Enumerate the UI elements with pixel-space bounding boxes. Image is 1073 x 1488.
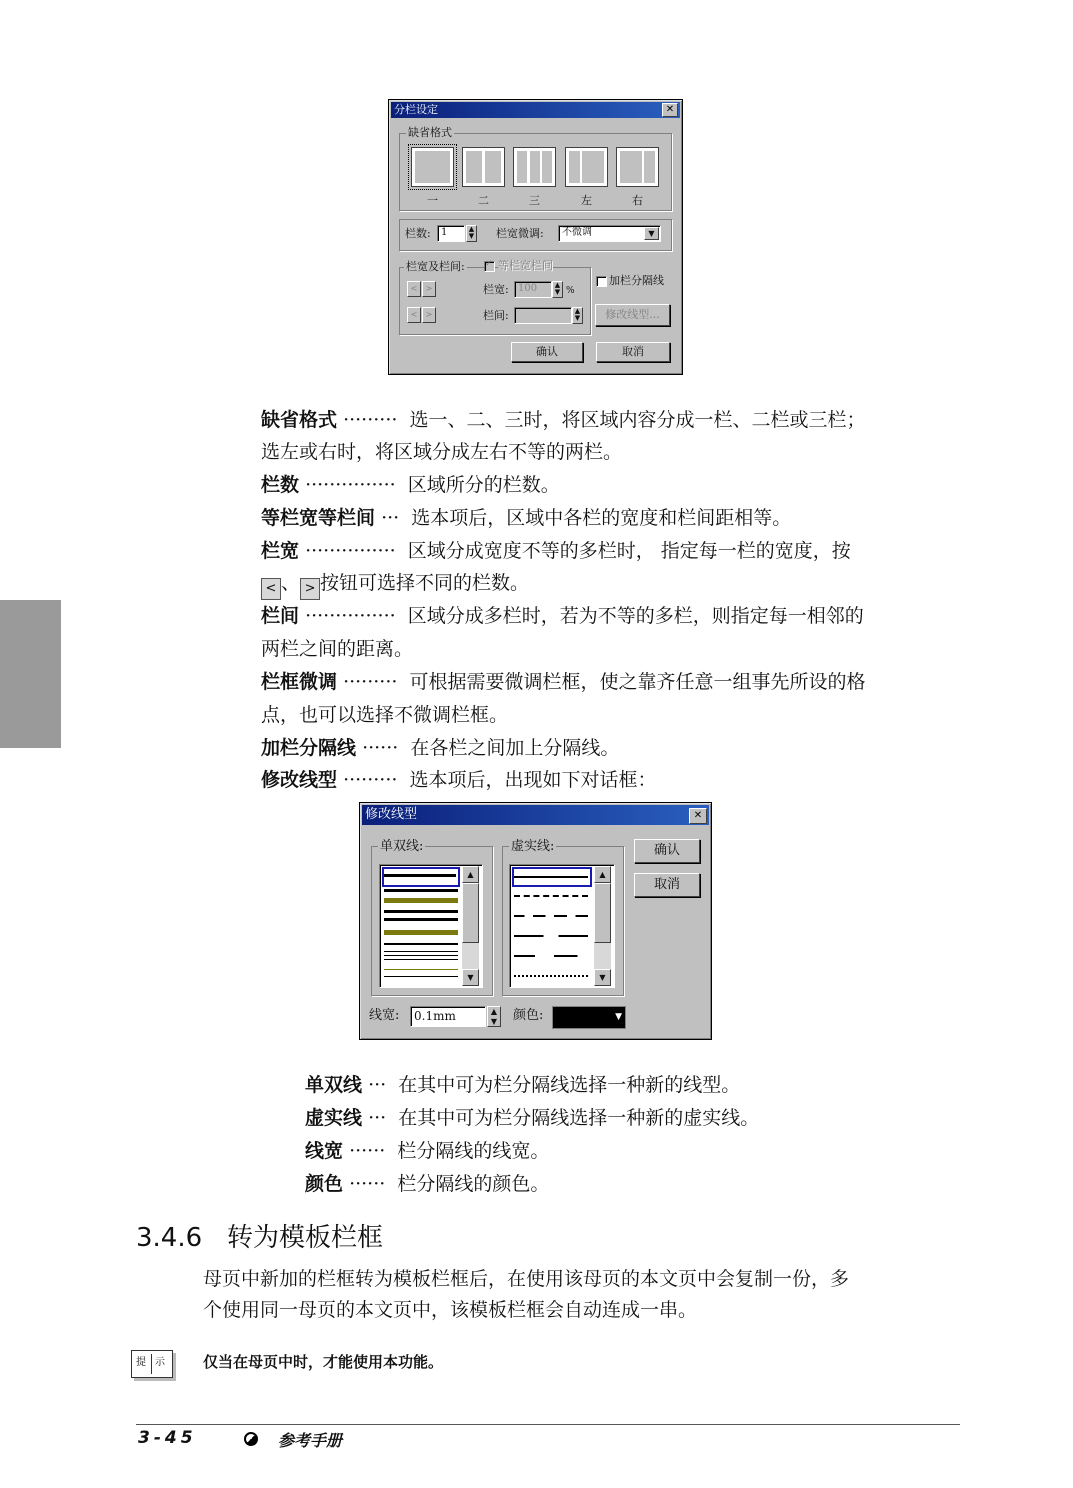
- desc2-row-color: 颜色 ······ 栏分隔线的颜色。: [305, 1173, 550, 1195]
- ok-button[interactable]: 确认: [634, 839, 700, 863]
- color-swatch-dropdown[interactable]: [552, 1006, 626, 1029]
- line-style-option[interactable]: [384, 874, 456, 877]
- chevron-left-icon[interactable]: <: [407, 307, 421, 323]
- preset-label-one: 一: [427, 194, 438, 207]
- section-heading: [136, 1222, 383, 1254]
- column-width-unit: %: [566, 286, 575, 296]
- footer-title: 参考手册: [278, 1431, 343, 1450]
- desc-row-equal: 等栏宽等栏间 ··· 选本项后，区域中各栏的宽度和栏间距相等。: [261, 507, 792, 529]
- line-style-option[interactable]: [384, 910, 458, 913]
- preset-label-two: 二: [478, 194, 489, 207]
- section-paragraph-line1: 母页中新加的栏框转为模板栏框后，在使用该母页的本文页中会复制一份，多: [203, 1268, 850, 1290]
- desc2-row-line-width: 线宽 ······ 栏分隔线的线宽。: [305, 1140, 550, 1162]
- chevron-up-icon[interactable]: ▲: [462, 866, 479, 883]
- chevron-right-icon[interactable]: >: [422, 281, 436, 297]
- dash-solid-label: 虚实线:: [511, 839, 555, 854]
- dialog-title: 分栏设定: [394, 103, 438, 116]
- dialog-titlebar: [391, 102, 680, 118]
- chevron-down-icon[interactable]: ▼: [462, 969, 479, 986]
- dash-style-option[interactable]: [514, 895, 588, 897]
- section-title: 转为模板栏框: [226, 1223, 383, 1253]
- columns-label: 栏数:: [405, 227, 431, 240]
- scrollbar[interactable]: [594, 866, 611, 986]
- columns-input[interactable]: 1: [437, 225, 465, 242]
- chevron-left-icon[interactable]: <: [407, 281, 421, 297]
- line-width-spinner[interactable]: ▲ ▼: [487, 1006, 501, 1027]
- desc-row-width-cont: < 、 > 按钮可选择不同的栏数。: [261, 571, 529, 600]
- columns-spinner[interactable]: ▲ ▼: [466, 225, 477, 242]
- preset-one-column[interactable]: [411, 147, 454, 187]
- cancel-button[interactable]: 取消: [596, 342, 670, 362]
- chevron-left-icon: <: [261, 578, 281, 600]
- desc-row-width: 栏宽 ··············· 区域分成宽度不等的多栏时， 指定每一栏的宽度，按: [261, 540, 851, 562]
- tip-book-icon: 提 示: [131, 1350, 173, 1378]
- dialog-title: 修改线型: [365, 807, 418, 822]
- desc-row-fine-tune-cont: 点，也可以选择不微调栏框。: [261, 704, 509, 726]
- column-gap-label: 栏间:: [483, 309, 509, 322]
- equal-width-checkbox[interactable]: [484, 261, 495, 272]
- dash-style-option[interactable]: [514, 876, 588, 878]
- ok-button[interactable]: 确认: [511, 342, 583, 362]
- line-style-option[interactable]: [384, 898, 458, 903]
- line-width-label: 线宽:: [369, 1008, 400, 1023]
- line-style-option[interactable]: [384, 959, 458, 960]
- line-style-option[interactable]: [384, 918, 458, 921]
- dash-style-option[interactable]: [514, 975, 588, 977]
- scrollbar[interactable]: [462, 866, 479, 986]
- desc2-row-dash-solid: 虚实线 ··· 在其中可为栏分隔线选择一种新的虚实线。: [305, 1107, 760, 1129]
- line-style-option[interactable]: [384, 951, 458, 952]
- desc-row-default-format-cont: 选左或右时，将区域分成左右不等的两栏。: [261, 441, 623, 463]
- line-style-option[interactable]: [384, 889, 458, 892]
- preset-three-columns[interactable]: [513, 147, 556, 187]
- chevron-right-icon: >: [300, 578, 320, 600]
- chevron-down-icon[interactable]: ▼: [644, 227, 659, 240]
- desc-row-divider: 加栏分隔线 ······ 在各栏之间加上分隔线。: [261, 737, 620, 759]
- equal-width-label: 等栏宽栏间: [498, 259, 553, 272]
- preset-left[interactable]: [565, 147, 608, 187]
- scrollbar-thumb[interactable]: [462, 883, 479, 943]
- footer-rule: [136, 1424, 960, 1425]
- width-gap-label: 栏宽及栏间:: [406, 260, 465, 273]
- chevron-down-icon[interactable]: ▼: [594, 969, 611, 986]
- chapter-side-tab: [0, 600, 61, 748]
- fine-tune-label: 栏宽微调:: [496, 227, 544, 240]
- desc-row-modify: 修改线型 ········· 选本项后，出现如下对话框：: [261, 769, 657, 791]
- close-icon[interactable]: ✕: [662, 103, 678, 117]
- line-style-option[interactable]: [384, 976, 458, 977]
- column-width-input[interactable]: 100: [514, 281, 552, 298]
- cancel-button[interactable]: 取消: [634, 873, 700, 897]
- close-icon[interactable]: ✕: [689, 808, 707, 824]
- desc-row-columns: 栏数 ··············· 区域所分的栏数。: [261, 474, 560, 496]
- modify-line-style-button[interactable]: 修改线型...: [595, 304, 670, 326]
- single-double-label: 单双线:: [380, 839, 424, 854]
- dash-style-option[interactable]: [514, 955, 588, 957]
- chevron-down-icon: ▼: [615, 1012, 622, 1022]
- line-style-option[interactable]: [384, 943, 458, 945]
- chevron-up-icon[interactable]: ▲: [594, 866, 611, 883]
- preset-right[interactable]: [616, 147, 659, 187]
- divider-line-label: 加栏分隔线: [609, 274, 664, 287]
- column-gap-spinner[interactable]: ▲ ▼: [572, 307, 583, 324]
- half-circle-icon: [244, 1432, 258, 1446]
- line-style-option[interactable]: [384, 955, 458, 956]
- desc-row-gap: 栏间 ··············· 区域分成多栏时，若为不等的多栏，则指定每一相邻的: [261, 605, 864, 627]
- chevron-right-icon[interactable]: >: [422, 307, 436, 323]
- column-width-label: 栏宽:: [483, 283, 509, 296]
- section-number: 3.4.6: [136, 1223, 203, 1253]
- preset-label-left: 左: [581, 194, 592, 207]
- single-double-listbox[interactable]: [379, 864, 483, 988]
- line-style-option[interactable]: [384, 969, 458, 970]
- dash-style-option[interactable]: [514, 935, 588, 937]
- line-width-input[interactable]: 0.1mm: [410, 1006, 486, 1027]
- dash-solid-listbox[interactable]: [509, 864, 615, 988]
- default-format-label: 缺省格式: [408, 126, 452, 139]
- preset-two-columns[interactable]: [462, 147, 505, 187]
- tip-text: 仅当在母页中时，才能使用本功能。: [203, 1353, 444, 1371]
- preset-label-right: 右: [632, 194, 643, 207]
- fine-tune-select[interactable]: 不微调: [558, 225, 661, 242]
- desc-row-default-format: 缺省格式 ········· 选一、二、三时，将区域内容分成一栏、二栏或三栏；: [261, 409, 866, 431]
- column-width-spinner[interactable]: ▲ ▼: [552, 281, 563, 298]
- desc-row-gap-cont: 两栏之间的距离。: [261, 638, 414, 660]
- desc-row-fine-tune: 栏框微调 ········· 可根据需要微调栏框，使之靠齐任意一组事先所设的格: [261, 671, 866, 693]
- dash-style-option[interactable]: [514, 915, 588, 917]
- color-label: 颜色:: [513, 1008, 544, 1023]
- section-paragraph-line2: 个使用同一母页的本文页中，该模板栏框会自动连成一串。: [203, 1299, 698, 1321]
- footer-page-number: 3-45: [138, 1428, 197, 1448]
- column-gap-input[interactable]: [514, 307, 572, 324]
- preset-label-three: 三: [529, 194, 540, 207]
- scrollbar-thumb[interactable]: [594, 883, 611, 943]
- divider-line-checkbox[interactable]: [596, 276, 607, 287]
- dialog-titlebar: [362, 805, 709, 825]
- line-style-option[interactable]: [384, 930, 458, 935]
- desc2-row-single-double: 单双线 ··· 在其中可为栏分隔线选择一种新的线型。: [305, 1074, 741, 1096]
